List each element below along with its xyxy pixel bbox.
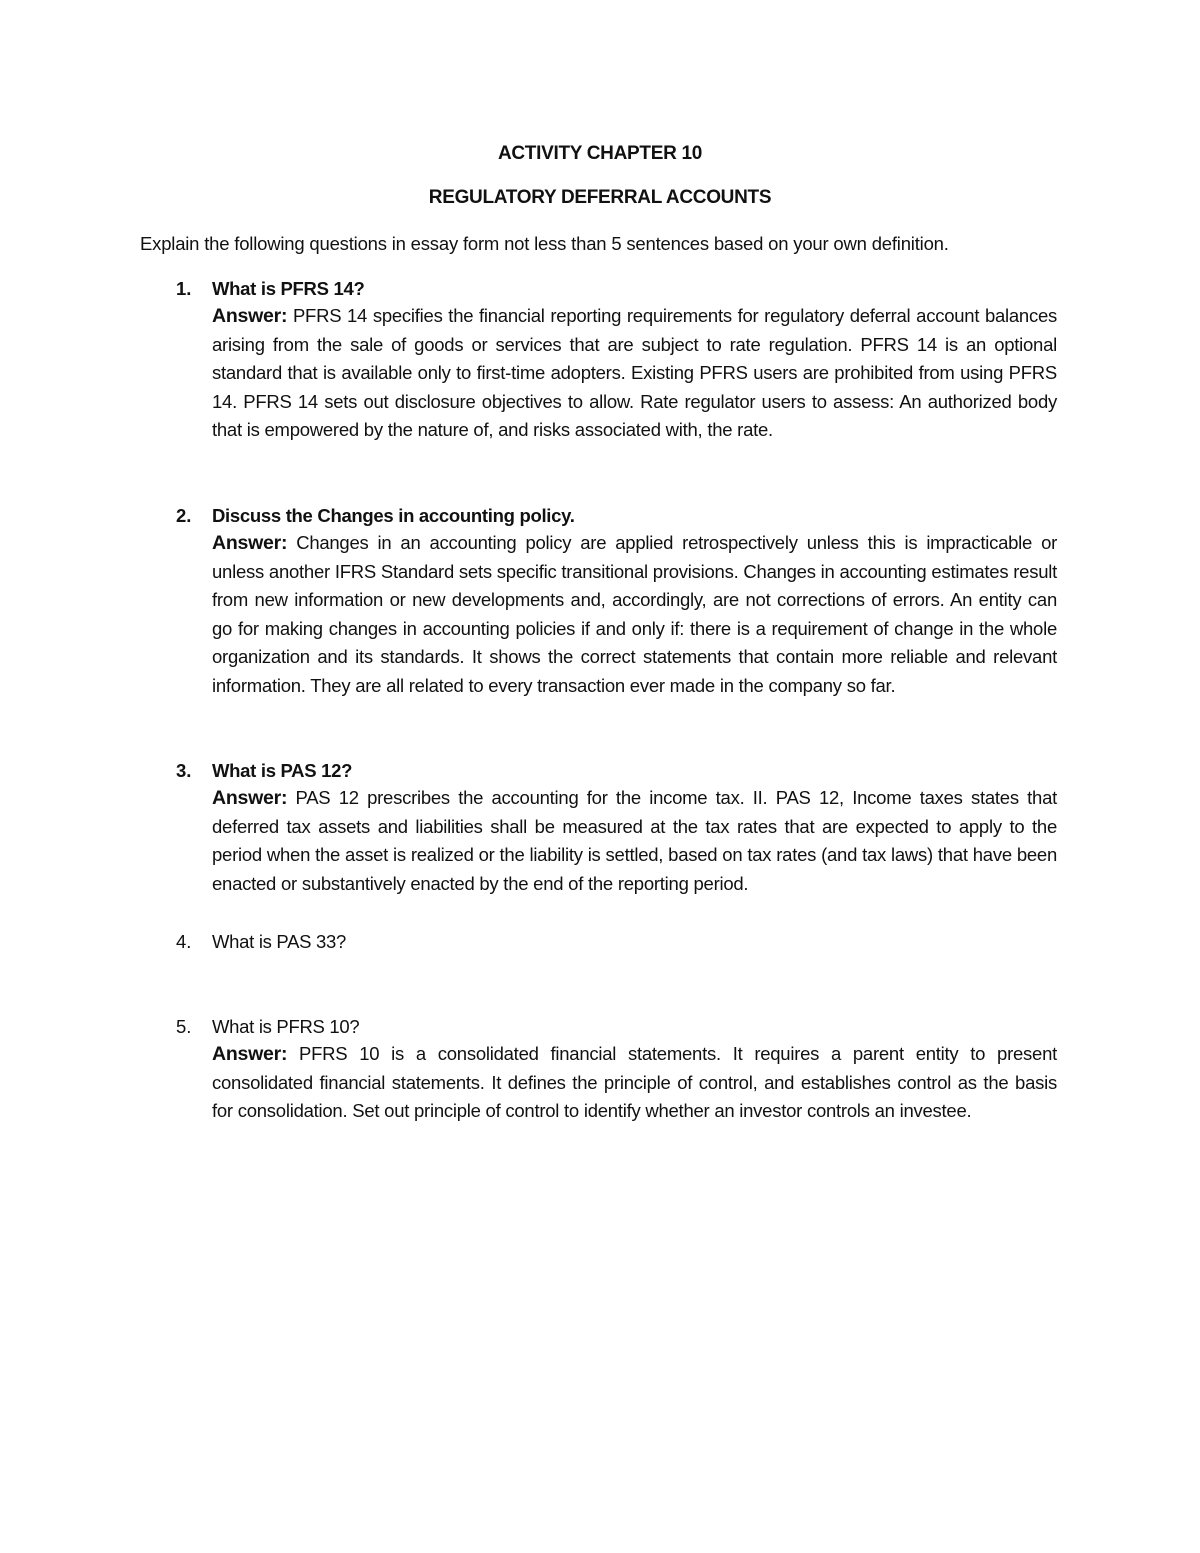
answer-block bbox=[212, 784, 1057, 898]
answer-label: Answer: bbox=[212, 532, 288, 554]
question-number: 1. bbox=[176, 278, 192, 299]
question-number: 3. bbox=[176, 760, 192, 781]
document-title: ACTIVITY CHAPTER 10 bbox=[497, 143, 703, 164]
answer-block bbox=[212, 302, 1057, 445]
answer-label: Answer: bbox=[212, 787, 288, 809]
instructions-text: Explain the following questions in essay form not less than 5 sentences based on your own definition. bbox=[140, 233, 949, 254]
question-number: 2. bbox=[176, 505, 192, 526]
question-text: What is PAS 12? bbox=[212, 760, 353, 781]
question-text: Discuss the Changes in accounting policy. bbox=[212, 505, 575, 526]
answer-text: PAS 12 prescribes the accounting for the income tax. II. PAS 12, Income taxes states that deferred tax assets and liabilities shall be measured at the tax rates that are expected to apply to the period when the asset is realized or the liability is settled, based on tax rates (and tax laws) that have been enacted or substantively enacted by the end of the reporting period. bbox=[212, 787, 1057, 894]
answer-block bbox=[212, 1040, 1057, 1126]
answer-text: PFRS 10 is a consolidated financial statements. It requires a parent entity to present consolidated financial statements. It defines the principle of control, and establishes control as the basis for consolidation. Set out principle of control to identify whether an investor controls an investee. bbox=[212, 1043, 1058, 1122]
question-text: What is PFRS 10? bbox=[212, 1016, 360, 1037]
answer-label: Answer: bbox=[212, 305, 288, 327]
document-subtitle: REGULATORY DEFERRAL ACCOUNTS bbox=[428, 187, 772, 208]
question-number: 4. bbox=[176, 931, 192, 952]
answer-text: PFRS 14 specifies the financial reporting requirements for regulatory deferral account balances arising from the sale of goods or services that are subject to rate regulation. PFRS 14 is an optional standard that is available only to first-time adopters. Existing PFRS users are prohibited from using PFRS 14. PFRS 14 sets out disclosure objectives to allow. Rate regulator users to assess: An authorized body that is empowered by the nature of, and risks associated with, the rate. bbox=[212, 305, 1058, 441]
answer-label: Answer: bbox=[212, 1043, 288, 1065]
question-text: What is PFRS 14? bbox=[212, 278, 365, 299]
answer-text: Changes in an accounting policy are applied retrospectively unless this is impracticable or unless another IFRS Standard sets specific transitional provisions. Changes in accounting estimates result from new information or new developments and, accordingly, are not corrections of errors. An entity can go for making changes in accounting policies if and only if: there is a requirement of change in the whole organization and its standards. It shows the correct statements that contain more reliable and relevant information. They are all related to every transaction ever made in the company so far. bbox=[212, 532, 1058, 696]
answer-block bbox=[212, 529, 1057, 701]
question-number: 5. bbox=[176, 1016, 192, 1037]
question-text: What is PAS 33? bbox=[212, 931, 346, 952]
